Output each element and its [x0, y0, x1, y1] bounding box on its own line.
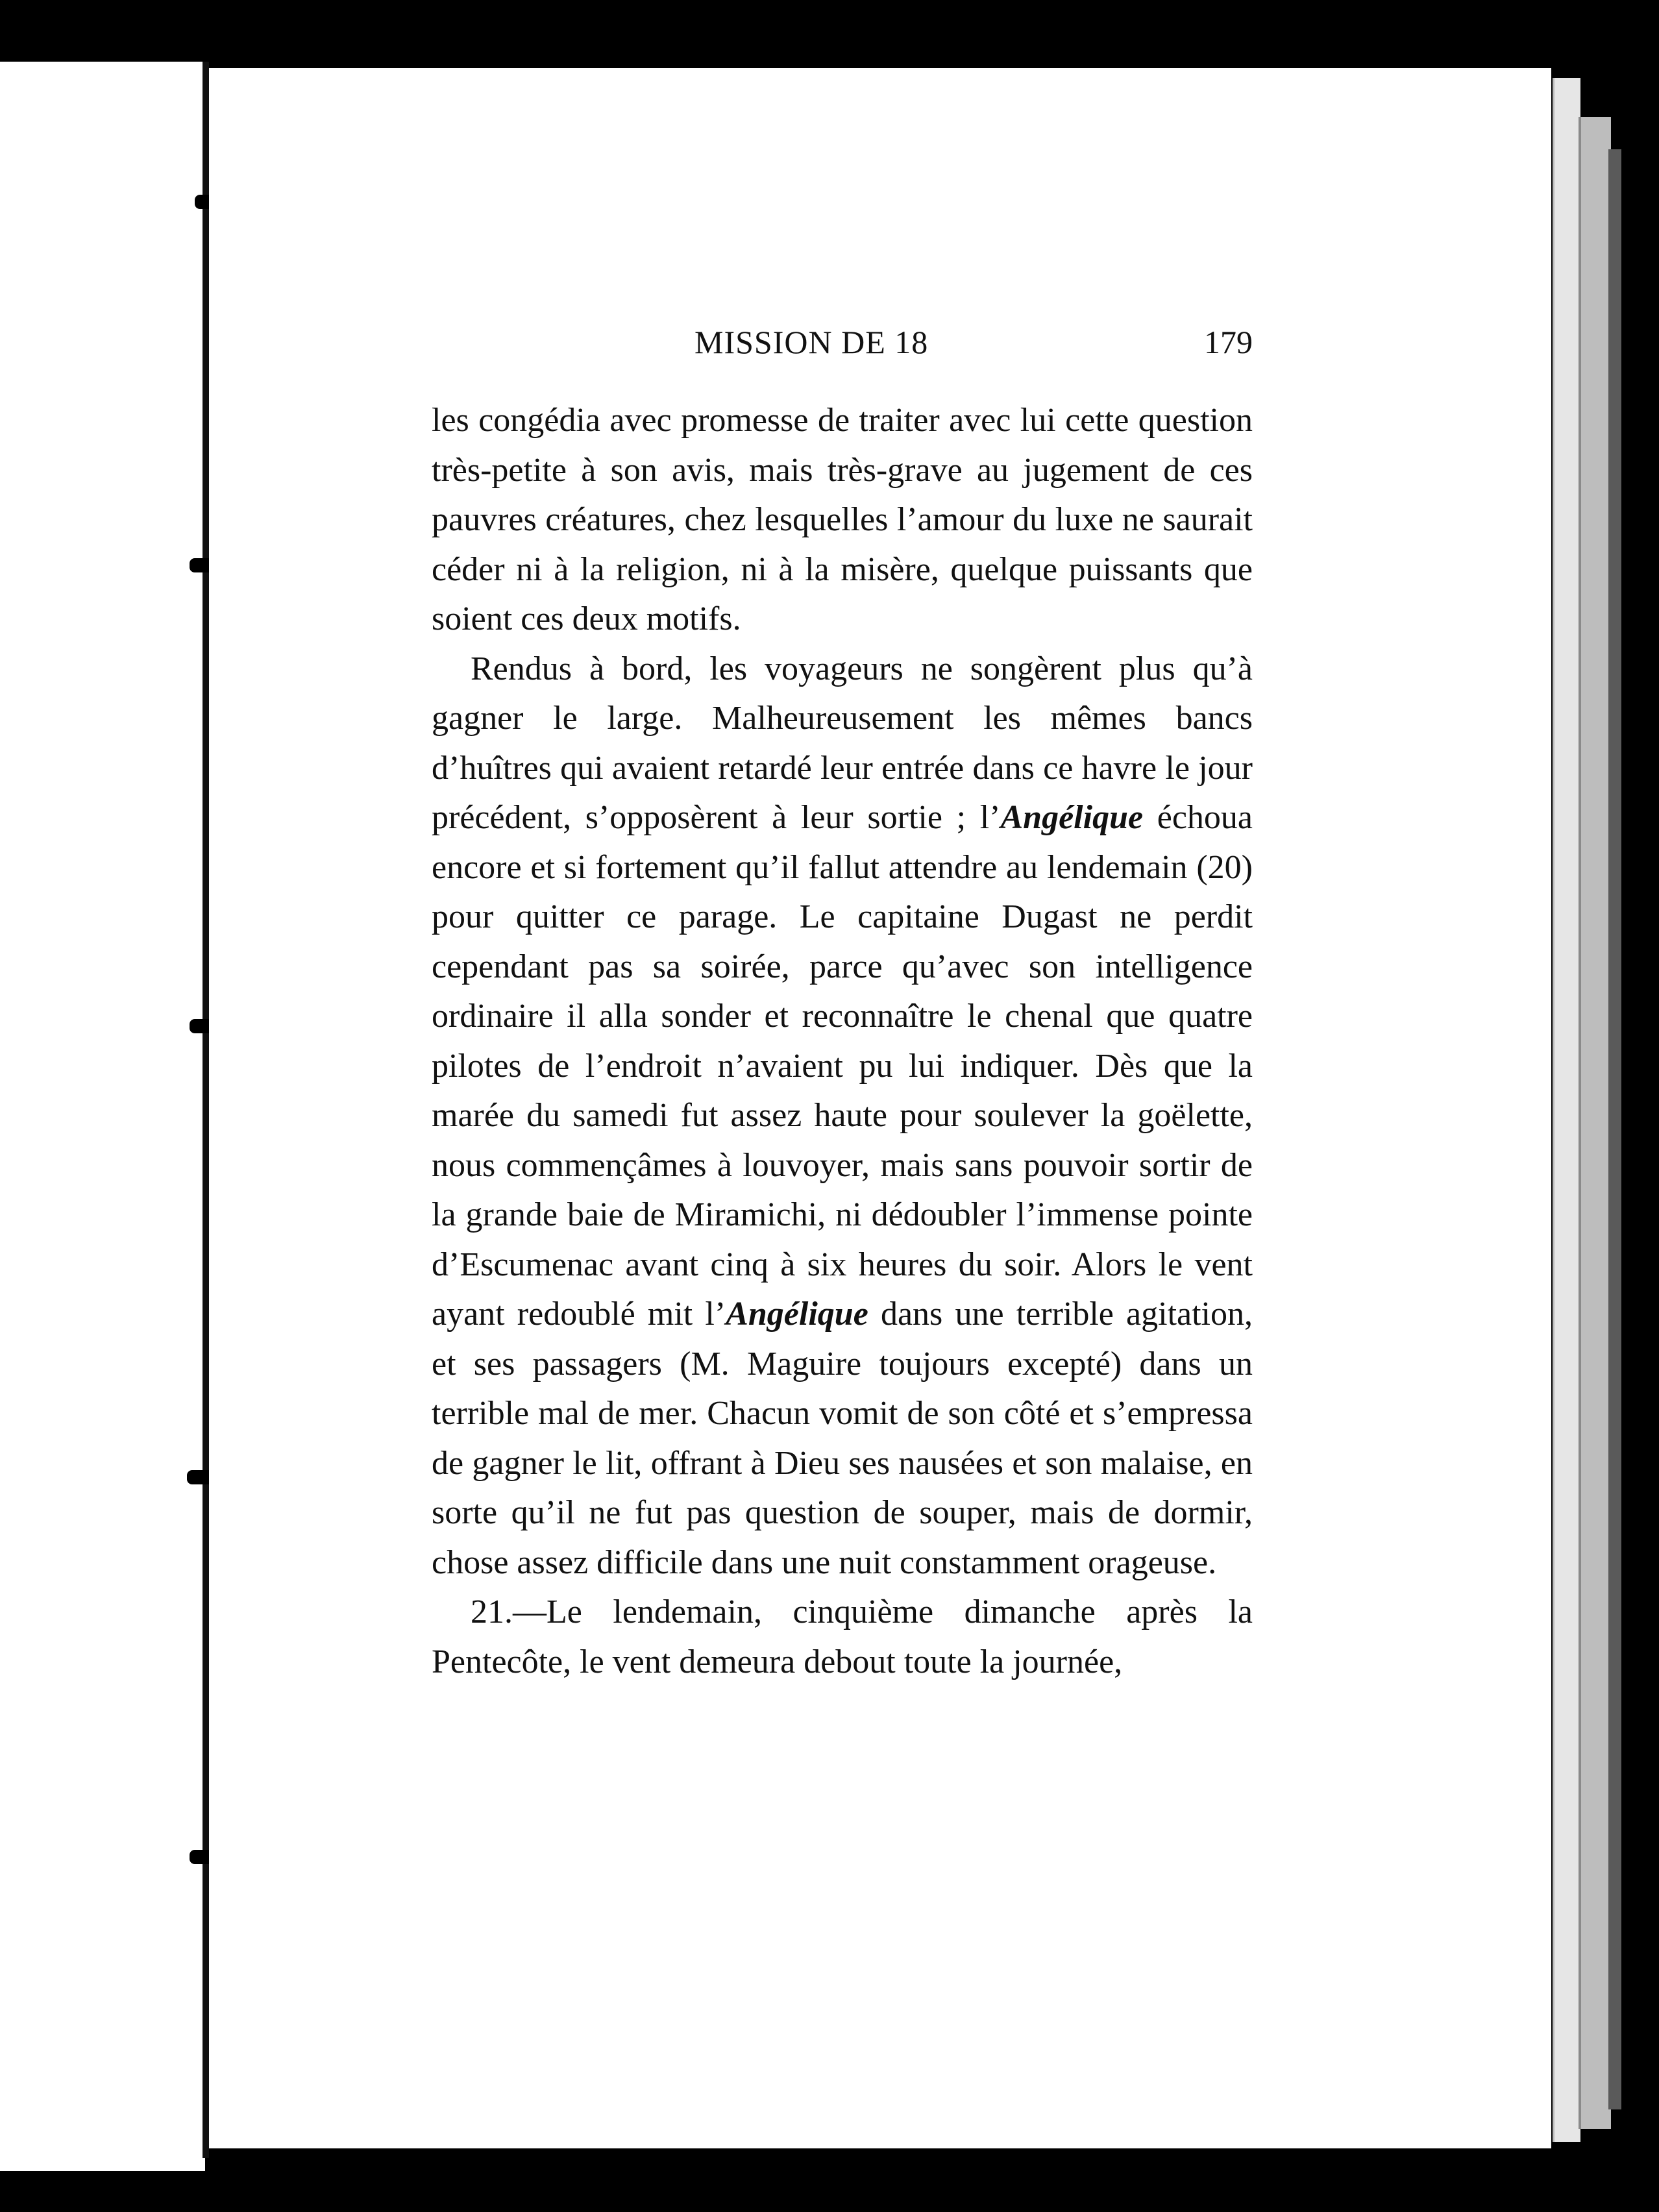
paragraph-text: échoua encore et si fortement qu’il fallut attendre au lendemain (20) pour quitter ce parage. Le capitaine Dugast ne perdit cependant pas sa soirée, parce qu’avec son intelligence ordinaire il alla sonder et reconnaître le chenal que quatre pilotes de l’endroit n’avaient pu lui indiquer. Dès que la marée du samedi fut assez haute pour soulever la goëlette, nous commençâmes à louvoyer, mais sans pouvoir sortir de la grande baie de Miramichi, ni dédoubler l’immense pointe d’Escumenac avant cinq à six heures du soir. Alors le vent ayant redoublé mit l’: [432, 799, 1253, 1333]
page-edge: [1579, 117, 1611, 2129]
page-edge: [1608, 149, 1621, 2109]
paragraph: [432, 396, 1253, 645]
paragraph-text: les congédia avec promesse de traiter avec lui cette question très-petite à son avis, mais très-grave au jugement de ces pauvres créatures, chez lesquelles l’amour du luxe ne saurait céder ni à la religion, ni à la misère, quelque puissants que soient ces deux motifs.: [432, 402, 1253, 637]
ship-name-italic: Angélique: [1000, 799, 1144, 836]
paragraph: [432, 645, 1253, 1588]
page-edge: [1553, 78, 1580, 2142]
left-page-margin: [0, 62, 205, 2171]
running-head-title: MISSION DE 18: [694, 324, 929, 360]
paragraph-text: Rendus à bord, les voyageurs ne songèrent plus qu’à gagner le large. Malheureusement les mêmes bancs d’huîtres qui avaient retardé leur entrée dans ce havre le jour précédent, s’opposèrent à leur sortie ; l’: [432, 650, 1253, 836]
binding-gutter: [203, 62, 209, 2158]
paragraph: [432, 1588, 1253, 1687]
body-text: [432, 396, 1253, 1687]
page-number: 179: [1204, 324, 1253, 360]
running-head: [428, 323, 1253, 369]
paragraph-text: 21.—Le lendemain, cinquième dimanche après la Pentecôte, le vent demeura debout toute la journée,: [432, 1593, 1253, 1680]
paragraph-text: dans une terrible agitation, et ses passagers (M. Maguire toujours excepté) dans un terrible mal de mer. Chacun vomit de son côté et s’empressa de gagner le lit, offrant à Dieu ses nausées et son malaise, en sorte qu’il ne fut pas question de souper, mais de dormir, chose assez difficile dans une nuit constamment orageuse.: [432, 1296, 1253, 1581]
ship-name-italic: Angélique: [726, 1296, 868, 1333]
